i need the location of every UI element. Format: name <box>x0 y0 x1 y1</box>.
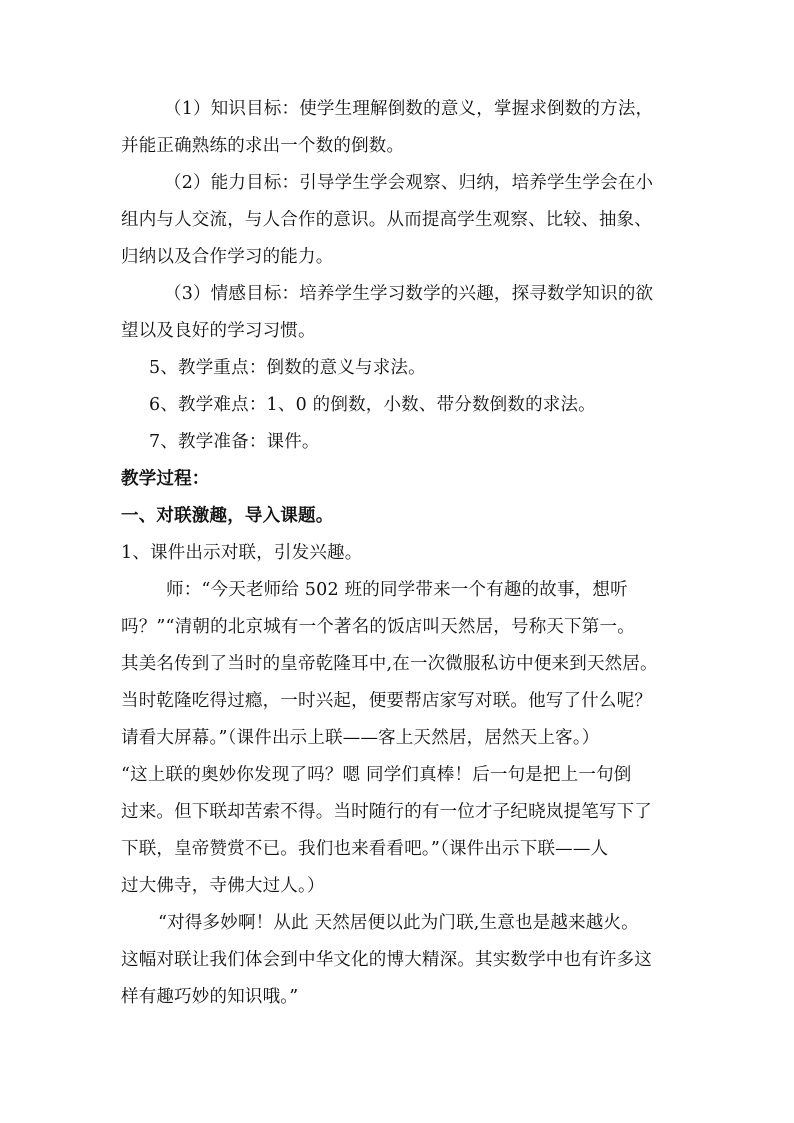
objective-knowledge-line-2: 并能正确熟练的求出一个数的倒数。 <box>121 136 405 156</box>
story-line-9: 过大佛寺，寺佛大过人。） <box>121 876 325 896</box>
story-line-6: “这上联的奥妙你发现了吗？嗯 同学们真棒！后一句是把上一句倒 <box>121 765 632 785</box>
objective-knowledge-line-1: （1）知识目标：使学生理解倒数的意义，掌握求倒数的方法， <box>164 99 654 119</box>
story-line-5: 请看大屏幕。”（课件出示上联——客上天然居，居然天上客。） <box>121 728 600 748</box>
objective-ability-line-3: 归纳以及合作学习的能力。 <box>121 247 334 267</box>
story-line-7: 过来。但下联却苦索不得。当时随行的有一位才子纪晓岚提笔写下了 <box>121 802 652 822</box>
closing-line-2: 这幅对联让我们体会到中华文化的博大精深。其实数学中也有许多这 <box>121 950 652 970</box>
closing-line-3: 样有趣巧妙的知识哦。” <box>121 987 299 1007</box>
step-one: 1、课件出示对联，引发兴趣。 <box>121 543 363 563</box>
objective-ability-line-1: （2）能力目标：引导学生学会观察、归纳，培养学生学会在小 <box>164 173 654 193</box>
objective-emotion-line-1: （3）情感目标：培养学生学习数学的兴趣，探寻数学知识的欲 <box>164 284 654 304</box>
objective-ability-line-2: 组内与人交流，与人合作的意识。从而提高学生观察、比较、抽象、 <box>121 210 652 230</box>
section-one-heading: 一、对联激趣，导入课题。 <box>121 506 334 526</box>
teaching-difficulty: 6、教学难点：1、0 的倒数，小数、带分数倒数的求法。 <box>149 395 596 415</box>
process-heading: 教学过程： <box>121 469 210 489</box>
story-line-1: 师：“今天老师给 502 班的同学带来一个有趣的故事，想听 <box>166 580 628 600</box>
closing-line-1: “对得多妙啊！从此 天然居便以此为门联,生意也是越来越火。 <box>158 913 639 933</box>
teaching-preparation: 7、教学准备：课件。 <box>149 432 320 452</box>
key-point: 5、教学重点：倒数的意义与求法。 <box>149 358 426 378</box>
story-line-4: 当时乾隆吃得过瘾，一时兴起，便要帮店家写对联。他写了什么呢？ <box>121 691 652 711</box>
story-line-3: 其美名传到了当时的皇帝乾隆耳中,在一次微服私访中便来到天然居。 <box>121 654 658 674</box>
objective-emotion-line-2: 望以及良好的学习习惯。 <box>121 321 316 341</box>
story-line-8: 下联，皇帝赞赏不已。我们也来看看吧。”（课件出示下联——人 <box>121 839 609 859</box>
story-line-2: 吗？”“清朝的北京城有一个著名的饭店叫天然居，号称天下第一。 <box>121 617 635 637</box>
